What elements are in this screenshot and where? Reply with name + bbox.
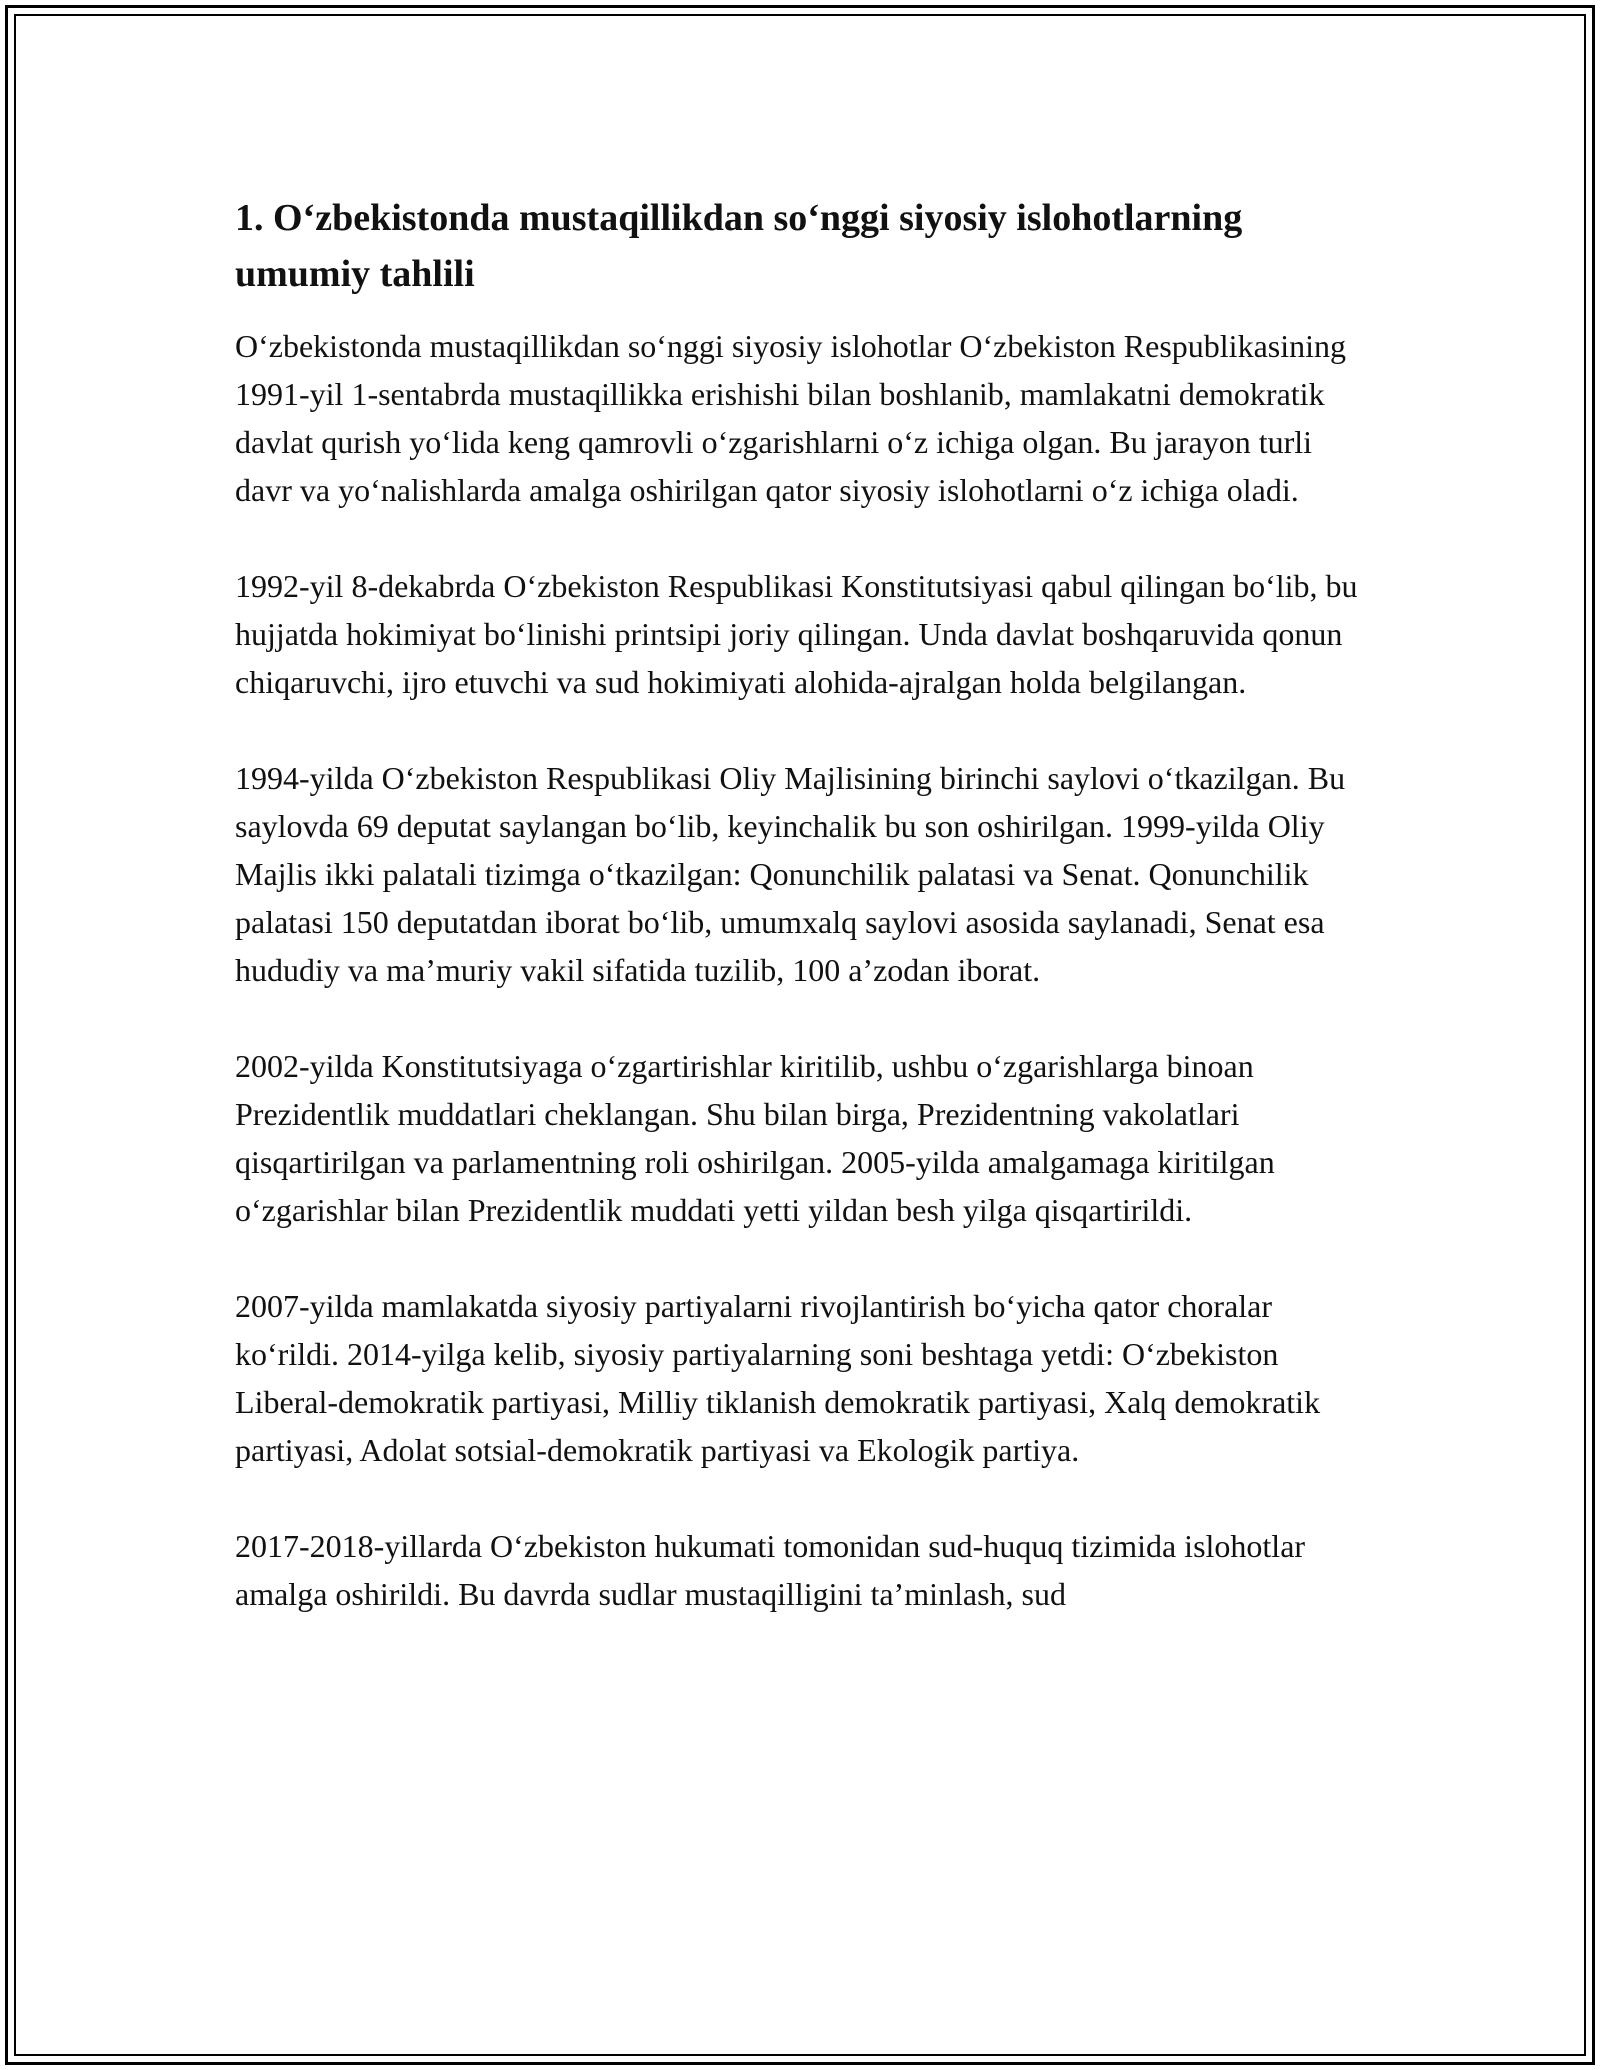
paragraph-6: 2017-2018-yillarda O‘zbekiston hukumati tomonidan sud-huquq tizimida islohotlar amalga oshirildi. Bu davrda sudlar mustaqilligini ta’minlash, sud: [235, 1528, 1306, 1612]
document-body: [235, 190, 1375, 1666]
paragraph-3: 1994-yilda O‘zbekiston Respublikasi Oliy Majlisining birinchi saylovi o‘tkazilgan. Bu saylovda 69 deputat saylangan bo‘lib, keyinchalik bu son oshirilgan. 1999-yilda Oliy Majlis ikki palatali tizimga o‘tkazilgan: Qonunchilik palatasi va Senat. Qonunchilik palatasi 150 deputatdan iborat bo‘lib, umumxalq saylovi asosida saylanadi, Senat esa hududiy va ma’muriy vakil sifatida tuzilib, 100 a’zodan iborat.: [235, 760, 1346, 988]
paragraph-4: 2002-yilda Konstitutsiyaga o‘zgartirishlar kiritilib, ushbu o‘zgarishlarga binoan Prezidentlik muddatlari cheklangan. Shu bilan birga, Prezidentning vakolatlari qisqartirilgan va parlamentning roli oshirilgan. 2005-yilda amalgamaga kiritilgan o‘zgarishlar bilan Prezidentlik muddati yetti yildan besh yilga qisqartirildi.: [235, 1048, 1275, 1228]
paragraph-1: O‘zbekistonda mustaqillikdan so‘nggi siyosiy islohotlar O‘zbekiston Respublikasining 1991-yil 1-sentabrda mustaqillikka erishishi bilan boshlanib, mamlakatni demokratik davlat qurish yo‘lida keng qamrovli o‘zgarishlarni o‘z ichiga olgan. Bu jarayon turli davr va yo‘nalishlarda amalga oshirilgan qator siyosiy islohotlarni o‘z ichiga oladi.: [235, 328, 1346, 508]
paragraph-5: 2007-yilda mamlakatda siyosiy partiyalarni rivojlantirish bo‘yicha qator choralar ko‘rildi. 2014-yilga kelib, siyosiy partiyalarning soni beshtaga yetdi: O‘zbekiston Liberal-demokratik partiyasi, Milliy tiklanish demokratik partiyasi, Xalq demokratik partiyasi, Adolat sotsial-demokratik partiyasi va Ekologik partiya.: [235, 1288, 1321, 1468]
section-heading: 1. O‘zbekistonda mustaqillikdan so‘nggi siyosiy islohotlarning umumiy tahlili: [235, 197, 1243, 295]
paragraph-2: 1992-yil 8-dekabrda O‘zbekiston Respublikasi Konstitutsiyasi qabul qilingan bo‘lib, bu hujjatda hokimiyat bo‘linishi printsipi joriy qilingan. Unda davlat boshqaruvida qonun chiqaruvchi, ijro etuvchi va sud hokimiyati alohida-ajralgan holda belgilangan.: [235, 568, 1358, 700]
